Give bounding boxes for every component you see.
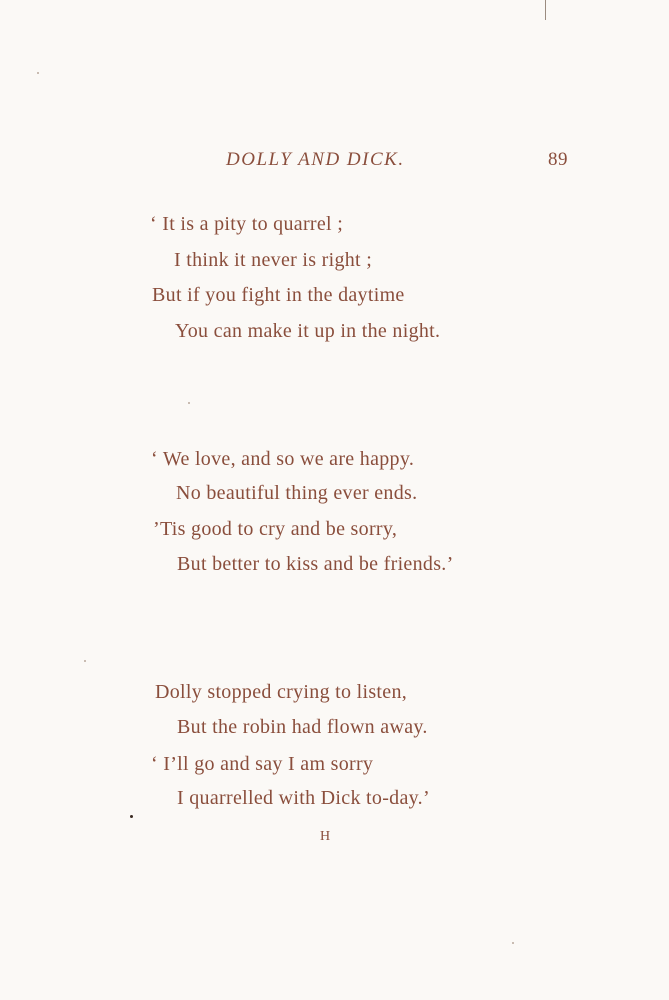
- poem-line: No beautiful thing ever ends.: [176, 482, 418, 504]
- ink-speck: [84, 660, 86, 662]
- page-number: 89: [548, 149, 568, 170]
- ink-speck: [37, 72, 39, 74]
- poem-line: But better to kiss and be friends.’: [177, 553, 454, 575]
- poem-line: But the robin had flown away.: [177, 716, 428, 738]
- poem-line: I quarrelled with Dick to-day.’: [177, 787, 430, 809]
- signature-mark: H: [320, 829, 332, 844]
- poem-line: Dolly stopped crying to listen,: [155, 681, 408, 703]
- poem-line: ‘ I’ll go and say I am sorry: [151, 753, 374, 775]
- poem-line: But if you fight in the daytime: [152, 284, 405, 306]
- poem-line: ’Tis good to cry and be sorry,: [153, 518, 398, 540]
- poem-line: ‘ It is a pity to quarrel ;: [150, 213, 344, 235]
- page-edge-mark: [545, 0, 550, 20]
- running-title: DOLLY AND DICK.: [226, 149, 405, 170]
- ink-speck: [512, 942, 514, 944]
- ink-speck: [130, 815, 133, 818]
- poem-line: You can make it up in the night.: [175, 320, 441, 342]
- poem-line: I think it never is right ;: [174, 249, 373, 271]
- ink-speck: [188, 402, 190, 404]
- poem-line: ‘ We love, and so we are happy.: [151, 448, 415, 470]
